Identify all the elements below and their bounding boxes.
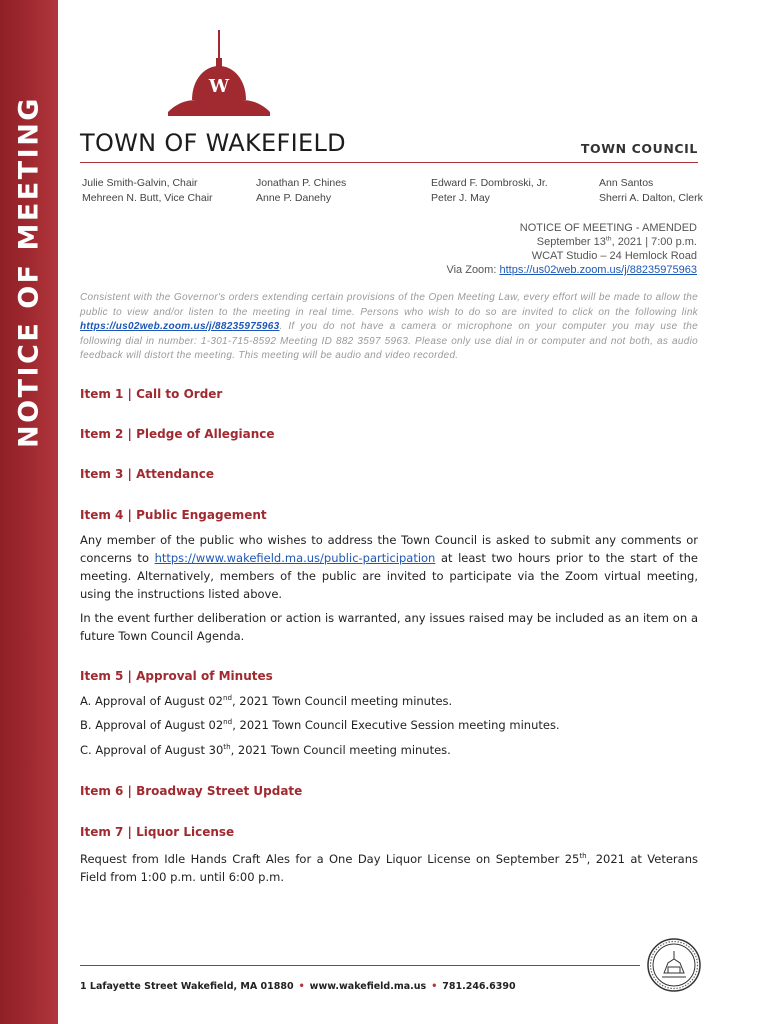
sidebar-title: NOTICE OF MEETING	[13, 96, 45, 448]
item-4-heading: Item 4 | Public Engagement	[80, 508, 267, 522]
members-column-2	[256, 176, 346, 205]
footer-website[interactable]: www.wakefield.ma.us	[309, 981, 427, 992]
notice-zoom: Via Zoom: https://us02web.zoom.us/j/88235975963	[446, 264, 697, 276]
members-column-4	[599, 176, 703, 205]
header-divider	[80, 162, 698, 163]
member-name: Sherri A. Dalton, Clerk	[599, 191, 703, 204]
footer-address: 1 Lafayette Street Wakefield, MA 01880	[80, 981, 294, 992]
zoom-link[interactable]: https://us02web.zoom.us/j/88235975963	[499, 264, 697, 276]
member-name: Peter J. May	[431, 191, 490, 204]
disclaimer-paragraph: Consistent with the Governor's orders extending certain provisions of the Open Meeting Law, every effort will be made to allow the public to view and/or listen to the meeting in real time. Persons who wish to do so are invited to click on the following link https://us02web.zoom.us/j/88235975963. If you do not have a camera or microphone on your computer you may use the following dial in number: 1-301-715-8592 Meeting ID 882 3597 5963. Please only use dial in or computer and not both, as audio feedback will distort the meeting. This meeting will be audio and video recorded.	[80, 292, 698, 361]
item-5-heading: Item 5 | Approval of Minutes	[80, 669, 273, 683]
item-3-heading: Item 3 | Attendance	[80, 467, 215, 481]
item-5-minute-a: A. Approval of August 02nd, 2021 Town Council meeting minutes.	[80, 693, 453, 708]
notice-date: September 13th, 2021 | 7:00 p.m.	[536, 235, 697, 248]
item-7-paragraph: Request from Idle Hands Craft Ales for a One Day Liquor License on September 25th, 2021 at Veterans Field from 1:00 p.m. until 6:00 p.m.	[80, 851, 698, 884]
members-column-1	[82, 176, 213, 205]
item-1-heading: Item 1 | Call to Order	[80, 387, 223, 401]
zoom-link-inline[interactable]: https://us02web.zoom.us/j/88235975963	[80, 321, 280, 332]
town-logo	[150, 28, 290, 124]
item-4-paragraph-2: In the event further deliberation or action is warranted, any issues raised may be included as an item on a future Town Council Agenda.	[80, 611, 698, 643]
member-name: Mehreen N. Butt, Vice Chair	[82, 191, 213, 204]
member-name: Jonathan P. Chines	[256, 177, 347, 189]
town-seal-icon	[646, 937, 702, 993]
public-participation-link[interactable]: https://www.wakefield.ma.us/public-participation	[154, 551, 436, 565]
item-7-heading: Item 7 | Liquor License	[80, 825, 235, 839]
item-2-heading: Item 2 | Pledge of Allegiance	[80, 427, 275, 441]
members-column-3	[431, 176, 548, 205]
footer-phone: 781.246.6390	[442, 981, 516, 992]
item-5-minute-b: B. Approval of August 02nd, 2021 Town Council Executive Session meeting minutes.	[80, 717, 560, 732]
town-name: TOWN OF WAKEFIELD	[80, 129, 346, 157]
footer-divider	[80, 965, 640, 966]
council-name: TOWN COUNCIL	[580, 141, 698, 156]
member-name: Ann Santos	[599, 177, 654, 189]
item-5-minute-c: C. Approval of August 30th, 2021 Town Council meeting minutes.	[80, 742, 451, 757]
meeting-notice	[446, 221, 697, 277]
notice-location: WCAT Studio – 24 Hemlock Road	[531, 250, 697, 262]
item-4-paragraph-1: Any member of the public who wishes to address the Town Council is asked to submit any comments or concerns to https://www.wakefield.ma.us/public-participation at least two hours prior to the start of the meeting. Alternatively, members of the public are invited to participate via the Zoom virtual meeting, using the instructions listed above.	[80, 533, 699, 601]
member-name: Edward F. Dombroski, Jr.	[431, 177, 548, 189]
member-name: Julie Smith-Galvin, Chair	[82, 177, 198, 189]
footer-contact: 1 Lafayette Street Wakefield, MA 01880 • www.wakefield.ma.us • 781.246.6390	[80, 981, 516, 992]
notice-title: NOTICE OF MEETING - AMENDED	[519, 222, 697, 234]
member-name: Anne P. Danehy	[256, 191, 332, 204]
item-6-heading: Item 6 | Broadway Street Update	[80, 784, 303, 798]
logo-letter: W	[208, 76, 230, 97]
